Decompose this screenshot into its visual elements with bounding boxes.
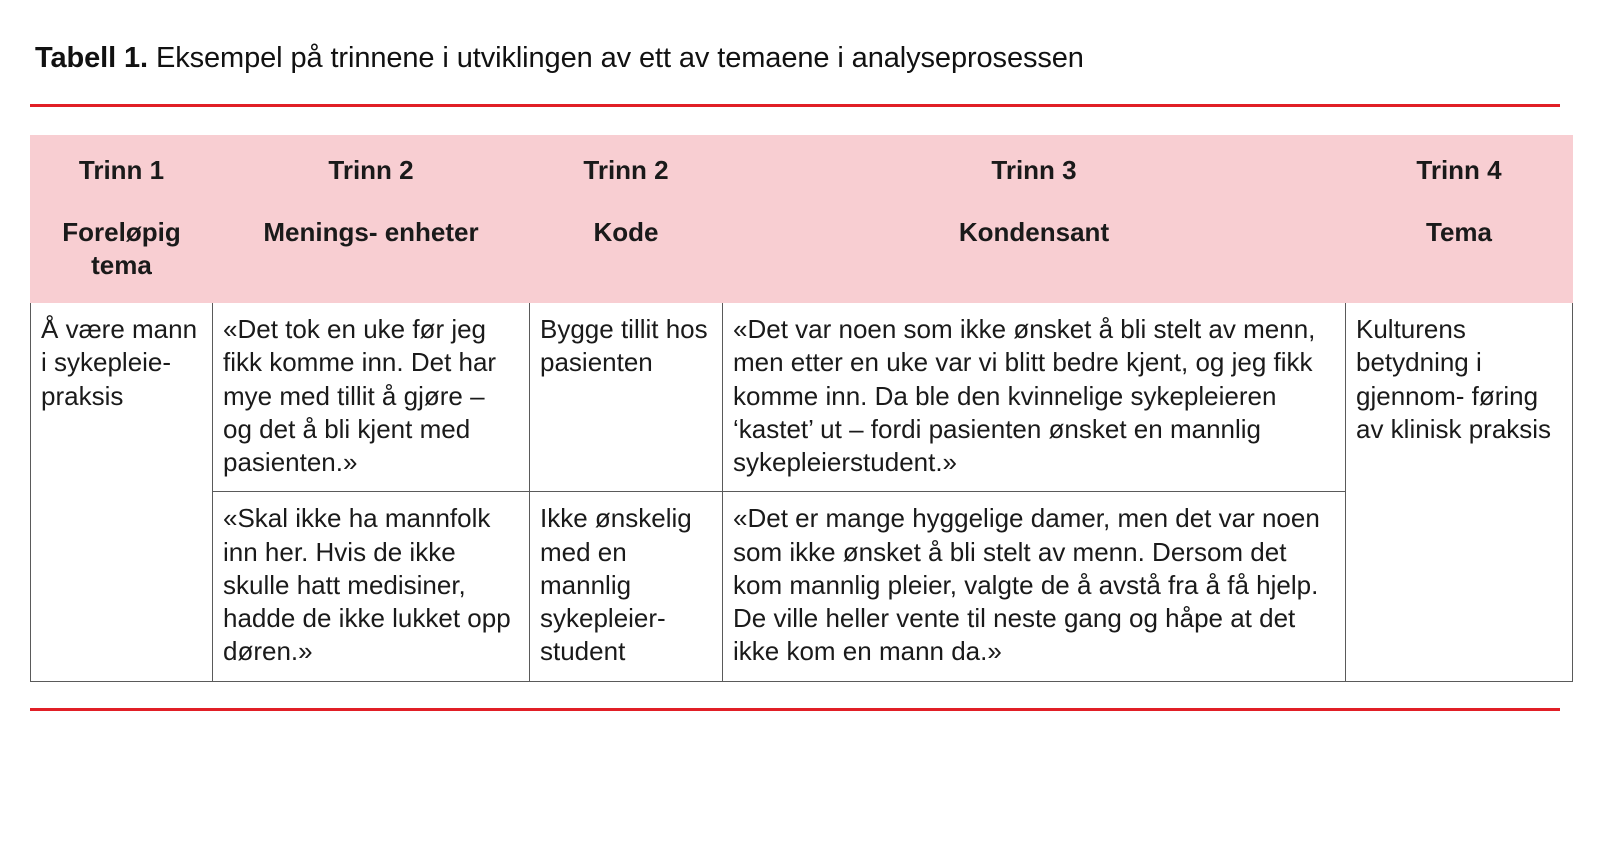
- header-cell-trinn3-kondensant: [723, 136, 1346, 303]
- header-step-3: Trinn 2: [583, 155, 669, 186]
- header-cell-trinn2-kode: [530, 136, 723, 303]
- cell-code-2: Ikke ønskelig med en mannlig sykepleier- student: [530, 492, 723, 681]
- header-name-1: Foreløpig tema: [62, 216, 181, 280]
- cell-code-1: Bygge tillit hos pasienten: [530, 303, 723, 492]
- header-cell-trinn2-meningsenheter: [213, 136, 530, 303]
- header-name-4: Kondensant: [958, 216, 1110, 247]
- table-header: [31, 136, 1573, 303]
- rule-top: [30, 104, 1560, 107]
- header-name-5: Tema: [1426, 216, 1492, 247]
- header-step-1: Trinn 1: [78, 155, 165, 186]
- header-step-2: Trinn 2: [328, 155, 414, 186]
- analysis-table: [30, 135, 1573, 681]
- header-name-3: Kode: [593, 216, 659, 247]
- table-container: [30, 135, 1560, 681]
- cell-final-theme: Kulturens betydning i gjennom- føring av klinisk praksis: [1346, 303, 1573, 682]
- cell-condensate-2: «Det er mange hyggelige damer, men det var noen som ikke ønsket å bli stelt av menn. Dersom det kom mannlig pleier, valgte de å avstå fra å få hjelp. De ville heller vente til neste gang og håpe at det ikke kom en mann da.»: [723, 492, 1346, 681]
- cell-meaning-unit-2: «Skal ikke ha mannfolk inn her. Hvis de ikke skulle hatt medisiner, hadde de ikke lukket opp døren.»: [213, 492, 530, 681]
- cell-preliminary-theme: Å være mann i sykepleie- praksis: [31, 303, 213, 682]
- cell-condensate-1: «Det var noen som ikke ønsket å bli stelt av menn, men etter en uke var vi blitt bedre kjent, og jeg fikk komme inn. Da ble den kvinnelige sykepleieren ‘kastet’ ut – fordi pasienten ønsket en mannlig sykepleierstudent.»: [723, 303, 1346, 492]
- caption-text: Eksempel på trinnene i utviklingen av ett av temaene i analyseprosessen: [148, 42, 1084, 74]
- header-name-2: Menings- enheter: [263, 216, 479, 247]
- cell-meaning-unit-1: «Det tok en uke før jeg fikk komme inn. Det har mye med tillit å gjøre – og det å bli kjent med pasienten.»: [213, 303, 530, 492]
- table-caption: [35, 40, 1560, 76]
- header-step-5: Trinn 4: [1416, 155, 1502, 186]
- table-row: [31, 492, 1573, 681]
- table-bottom-spacer: [30, 682, 1560, 708]
- header-cell-trinn1: [31, 136, 213, 303]
- table-row: [31, 303, 1573, 492]
- table-header-row: [31, 136, 1573, 303]
- table-body: [31, 303, 1573, 682]
- caption-label: Tabell 1.: [35, 42, 148, 74]
- header-step-4: Trinn 3: [991, 155, 1077, 186]
- header-cell-trinn4-tema: [1346, 136, 1573, 303]
- rule-bottom: [30, 708, 1560, 711]
